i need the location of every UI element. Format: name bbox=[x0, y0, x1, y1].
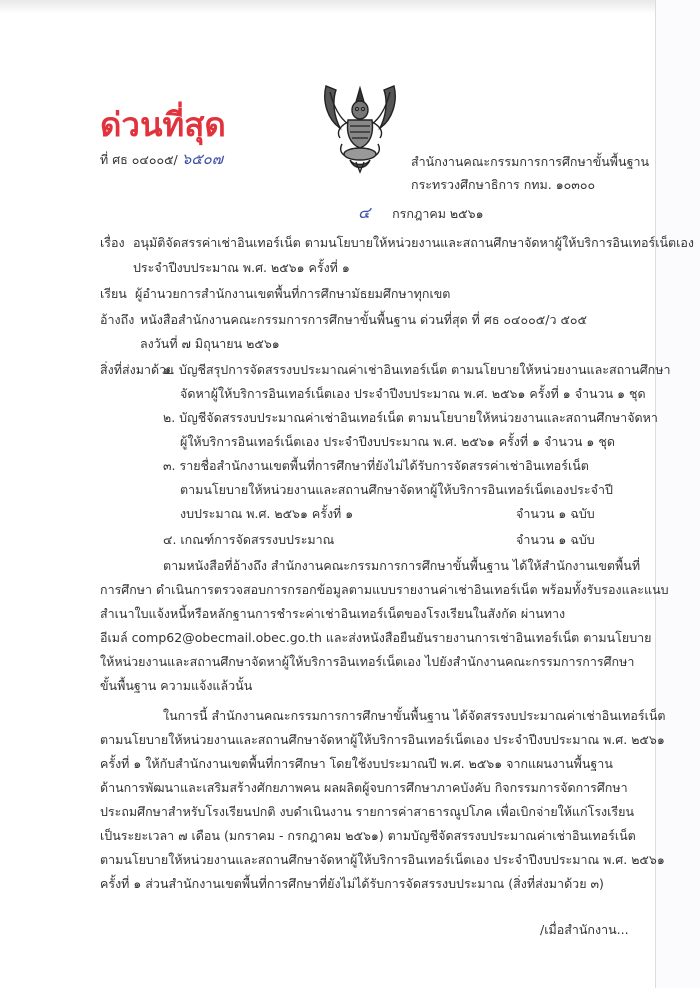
office-address: กระทรวงศึกษาธิการ กทม. ๑๐๓๐๐ bbox=[411, 177, 596, 192]
enclosure-4-line-1: ๔. เกณฑ์การจัดสรรงบประมาณ bbox=[163, 532, 335, 547]
paragraph-2-line-1: ในการนี้ สำนักงานคณะกรรมการการศึกษาขั้นพื้นฐาน ได้จัดสรรงบประมาณค่าเช่าอินเทอร์เน็ต bbox=[163, 708, 666, 723]
paragraph-2-line-3: ครั้งที่ ๑ ให้กับสำนักงานเขตพื้นที่การศึกษา โดยใช้งบประมาณปี พ.ศ. ๒๕๖๑ จากแผนงานพื้นฐาน bbox=[100, 756, 613, 771]
paragraph-2-line-8: ครั้งที่ ๑ ส่วนสำนักงานเขตพื้นที่การศึกษาที่ยังไม่ได้รับการจัดสรรงบประมาณ (สิ่งที่ส่งมาด้วย ๓) bbox=[100, 876, 604, 891]
paragraph-1-line-5: ให้หน่วยงานและสถานศึกษาจัดหาผู้ให้บริการอินเทอร์เน็ตเอง ไปยังสำนักงานคณะกรรมการการศึกษา bbox=[100, 654, 635, 669]
date-day-handwritten: ๔ bbox=[358, 203, 371, 222]
page-edge bbox=[655, 0, 656, 988]
paragraph-2-line-2: ตามนโยบายให้หน่วยงานและสถานศึกษาจัดหาผู้ให้บริการอินเทอร์เน็ตเอง ประจำปีงบประมาณ พ.ศ. ๒๕๖๑ bbox=[100, 732, 665, 747]
paragraph-2-line-4: ด้านการพัฒนาและเสริมสร้างศักยภาพคน ผลผลิตผู้จบการศึกษาภาคบังคับ กิจกรรมการจัดการศึกษา bbox=[100, 780, 628, 795]
document-number-handwritten: ๖๕๐๗ bbox=[181, 150, 224, 168]
enclosure-3-line-1: ๓. รายชื่อสำนักงานเขตพื้นที่การศึกษาที่ยังไม่ได้รับการจัดสรรค่าเช่าอินเทอร์เน็ต bbox=[163, 458, 589, 473]
enclosures-label: สิ่งที่ส่งมาด้วย bbox=[100, 362, 174, 377]
issuing-office bbox=[411, 150, 649, 196]
enclosure-1-line-1: ๑. บัญชีสรุปการจัดสรรงบประมาณค่าเช่าอินเทอร์เน็ต ตามนโยบายให้หน่วยงานและสถานศึกษา bbox=[163, 362, 671, 377]
paragraph-1-line-1: ตามหนังสือที่อ้างถึง สำนักงานคณะกรรมการการศึกษาขั้นพื้นฐาน ได้ให้สำนักงานเขตพื้นที่ bbox=[163, 558, 641, 573]
paragraph-2-line-5: ประถมศึกษาสำหรับโรงเรียนปกติ งบดำเนินงาน รายการค่าสาธารณูปโภค เพื่อเบิกจ่ายให้แก่โรงเรียน bbox=[100, 804, 635, 819]
reference-line-1: หนังสือสำนักงานคณะกรรมการการศึกษาขั้นพื้นฐาน ด่วนที่สุด ที่ ศธ ๐๔๐๐๕/ว ๕๐๕ bbox=[140, 312, 587, 327]
scan-shadow bbox=[0, 0, 700, 14]
document-number-prefix: ที่ ศธ ๐๔๐๐๕/ bbox=[100, 152, 178, 167]
scan-margin bbox=[656, 0, 700, 988]
subject-label: เรื่อง bbox=[100, 235, 125, 250]
reference-label: อ้างถึง bbox=[100, 312, 135, 327]
page-continuation: /เมื่อสำนักงาน... bbox=[540, 922, 629, 937]
subject-line-1: อนุมัติจัดสรรค่าเช่าอินเทอร์เน็ต ตามนโยบายให้หน่วยงานและสถานศึกษาจัดหาผู้ให้บริการอินเทอร์เน็ตเอง bbox=[133, 235, 695, 250]
paragraph-2-line-6: เป็นระยะเวลา ๗ เดือน (มกราคม - กรกฎาคม ๒๕๖๑) ตามบัญชีจัดสรรงบประมาณค่าเช่าอินเทอร์เน็ต bbox=[100, 828, 636, 843]
enclosure-1-line-2: จัดหาผู้ให้บริการอินเทอร์เน็ตเอง ประจำปีงบประมาณ พ.ศ. ๒๕๖๑ ครั้งที่ ๑ จำนวน ๑ ชุด bbox=[180, 386, 646, 401]
enclosure-3-quantity: จำนวน ๑ ฉบับ bbox=[516, 506, 595, 521]
document-date bbox=[358, 201, 484, 226]
enclosure-3-line-2: ตามนโยบายให้หน่วยงานและสถานศึกษาจัดหาผู้ให้บริการอินเทอร์เน็ตเองประจำปี bbox=[180, 482, 613, 497]
enclosure-4-quantity: จำนวน ๑ ฉบับ bbox=[516, 532, 595, 547]
office-name: สำนักงานคณะกรรมการการศึกษาขั้นพื้นฐาน bbox=[411, 154, 650, 169]
enclosure-2-line-1: ๒. บัญชีจัดสรรงบประมาณค่าเช่าอินเทอร์เน็ต ตามนโยบายให้หน่วยงานและสถานศึกษาจัดหา bbox=[163, 410, 658, 425]
salutation-label: เรียน bbox=[100, 286, 127, 301]
paragraph-1-line-4: อีเมล์ comp62@obecmail.obec.go.th และส่งหนังสือยืนยันรายงานการเช่าอินเทอร์เน็ต ตามนโยบาย bbox=[100, 630, 652, 645]
paragraph-1-line-6: ขั้นพื้นฐาน ความแจ้งแล้วนั้น bbox=[100, 678, 253, 693]
date-month-year: กรกฎาคม ๒๕๖๑ bbox=[392, 206, 484, 221]
urgency-stamp: ด่วนที่สุด bbox=[100, 106, 226, 143]
paragraph-2-line-7: ตามนโยบายให้หน่วยงานและสถานศึกษาจัดหาผู้ให้บริการอินเทอร์เน็ตเอง ประจำปีงบประมาณ พ.ศ. ๒๕๖๑ bbox=[100, 852, 665, 867]
subject-line-2: ประจำปีงบประมาณ พ.ศ. ๒๕๖๑ ครั้งที่ ๑ bbox=[133, 260, 350, 275]
salutation-recipient: ผู้อำนวยการสำนักงานเขตพื้นที่การศึกษามัธยมศึกษาทุกเขต bbox=[135, 286, 451, 301]
garuda-emblem-icon bbox=[320, 82, 400, 174]
enclosure-3-line-3: งบประมาณ พ.ศ. ๒๕๖๑ ครั้งที่ ๑ bbox=[180, 506, 354, 521]
document-number bbox=[100, 147, 223, 171]
enclosure-2-line-2: ผู้ให้บริการอินเทอร์เน็ตเอง ประจำปีงบประมาณ พ.ศ. ๒๕๖๑ ครั้งที่ ๑ จำนวน ๑ ชุด bbox=[180, 434, 615, 449]
paragraph-1-line-2: การศึกษา ดำเนินการตรวจสอบการกรอกข้อมูลตามแบบรายงานค่าเช่าอินเทอร์เน็ต พร้อมทั้งรับรองและแนบ bbox=[100, 582, 669, 597]
reference-line-2: ลงวันที่ ๗ มิถุนายน ๒๕๖๑ bbox=[140, 336, 280, 351]
paragraph-1-line-3: สำเนาใบแจ้งหนี้หรือหลักฐานการชำระค่าเช่าอินเทอร์เน็ตของโรงเรียนในสังกัด ผ่านทาง bbox=[100, 606, 566, 621]
